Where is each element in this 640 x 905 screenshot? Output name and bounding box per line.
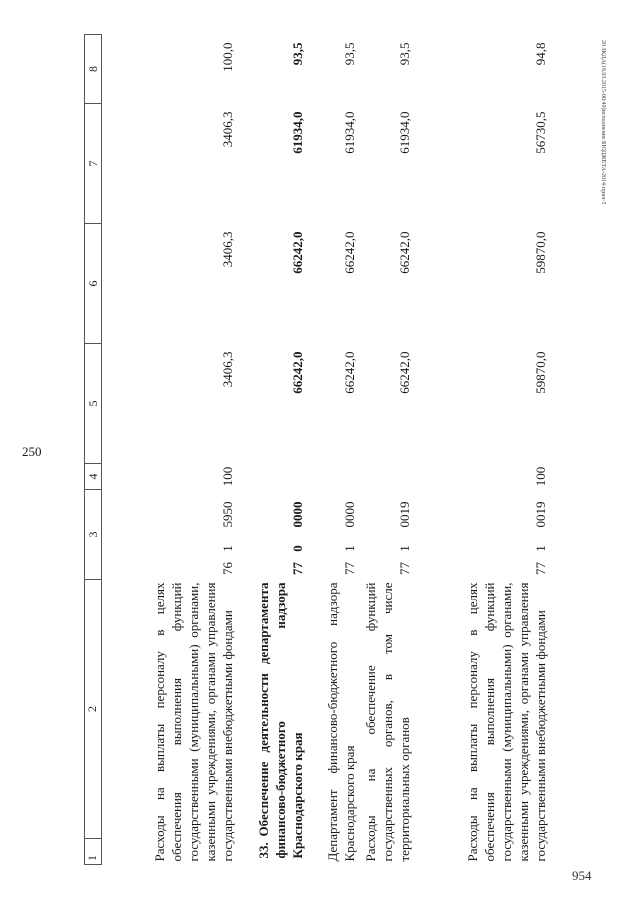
header-cell-2: 2	[85, 706, 99, 712]
code-a-cell: 77	[342, 562, 357, 575]
header-cell-8: 8	[85, 34, 102, 103]
code-b-cell: 1	[220, 545, 235, 552]
value-col6-cell: 66242,0	[290, 231, 305, 274]
code-a-cell: 77	[290, 562, 305, 575]
row-name: Расходы на выплаты персоналу в целях обеспечения выполнения функций государственными (муниципальными) органами, казенными учреждениями, органами управления государственными внебюджетными фондами	[152, 582, 235, 862]
row-name-cell	[415, 580, 551, 865]
header-cell-3: 3	[85, 489, 102, 579]
table-row	[238, 34, 308, 864]
value-col7-cell: 61934,0	[290, 111, 305, 154]
value-col6-cell: 66242,0	[342, 231, 357, 274]
code-b-cell: 1	[342, 545, 357, 552]
code-d-cell: 100	[533, 466, 548, 487]
value-col5-cell: 59870,0	[533, 351, 548, 394]
code-a-cell: 77	[533, 562, 548, 575]
value-col8-cell: 93,5	[290, 42, 305, 66]
document-number: 954	[572, 868, 592, 883]
value-col6-cell: 66242,0	[397, 231, 412, 274]
row-name: Расходы на выплаты персоналу в целях обеспечения выполнения функций государственными (муниципальными) органами, казенными учреждениями, органами управления государственными внебюджетными фондами	[465, 582, 548, 862]
value-col7-cell: 61934,0	[342, 111, 357, 154]
row-name-cell	[238, 580, 308, 865]
value-col5-cell: 3406,3	[220, 351, 235, 388]
header-cell-5: 5	[85, 343, 102, 463]
code-d-cell	[238, 463, 308, 489]
row-name: Расходы на обеспечение функций государственных органов, в том числе территориальных органов	[363, 582, 412, 862]
code-b-cell: 1	[397, 545, 412, 552]
row-name-cell	[102, 580, 239, 865]
row-name: Департамент финансово-бюджетного надзора Краснодарского края	[325, 582, 357, 862]
value-col6-cell: 59870,0	[533, 231, 548, 274]
budget-table	[84, 34, 551, 865]
value-col8-cell: 93,5	[342, 42, 357, 66]
row-name-cell	[360, 580, 415, 865]
header-cell-1-2	[85, 580, 102, 865]
code-b-cell: 1	[533, 545, 548, 552]
code-b-cell: 0	[290, 545, 305, 552]
page-number-top: 250	[22, 444, 42, 459]
value-col7-cell: 3406,3	[220, 111, 235, 148]
item-number: 33.	[256, 842, 271, 859]
footer-file-id: 20 ЗКДА(18.03.2015-00:49)исполнение БЮДЖЕТА-2014-прил-5	[600, 40, 606, 205]
table-header-row	[85, 34, 102, 864]
header-cell-6: 6	[85, 223, 102, 343]
code-c-cell: 0000	[342, 501, 357, 528]
table-row	[102, 34, 239, 864]
code-c-cell: 0019	[533, 501, 548, 528]
header-cell-7: 7	[85, 103, 102, 223]
value-col8-cell: 93,5	[397, 42, 412, 66]
code-c-cell: 5950	[220, 501, 235, 528]
header-cell-1: 1	[85, 838, 101, 864]
table-row	[308, 34, 360, 864]
value-col7-cell: 61934,0	[397, 111, 412, 154]
value-col5-cell: 66242,0	[290, 351, 305, 394]
value-col7-cell: 56730,5	[533, 111, 548, 154]
row-name-cell	[308, 580, 360, 865]
code-c-cell: 0019	[397, 501, 412, 528]
value-col6-cell: 3406,3	[220, 231, 235, 268]
code-a-cell: 77	[397, 562, 412, 575]
value-col5-cell: 66242,0	[342, 351, 357, 394]
table-row	[415, 34, 551, 864]
table-row	[360, 34, 415, 864]
value-col8-cell: 94,8	[533, 42, 548, 66]
code-d-cell: 100	[220, 466, 235, 487]
code-c-cell: 0000	[290, 501, 305, 528]
code-d-cell	[308, 463, 360, 489]
code-a-cell: 76	[220, 562, 235, 575]
value-col5-cell: 66242,0	[397, 351, 412, 394]
value-col8-cell: 100,0	[220, 42, 235, 72]
row-name: Обеспечение деятельности департамента финансово-бюджетного надзора Краснодарского края	[256, 582, 305, 859]
code-d-cell	[360, 463, 415, 489]
header-cell-4: 4	[85, 463, 102, 489]
rotated-table-area	[84, 35, 584, 865]
